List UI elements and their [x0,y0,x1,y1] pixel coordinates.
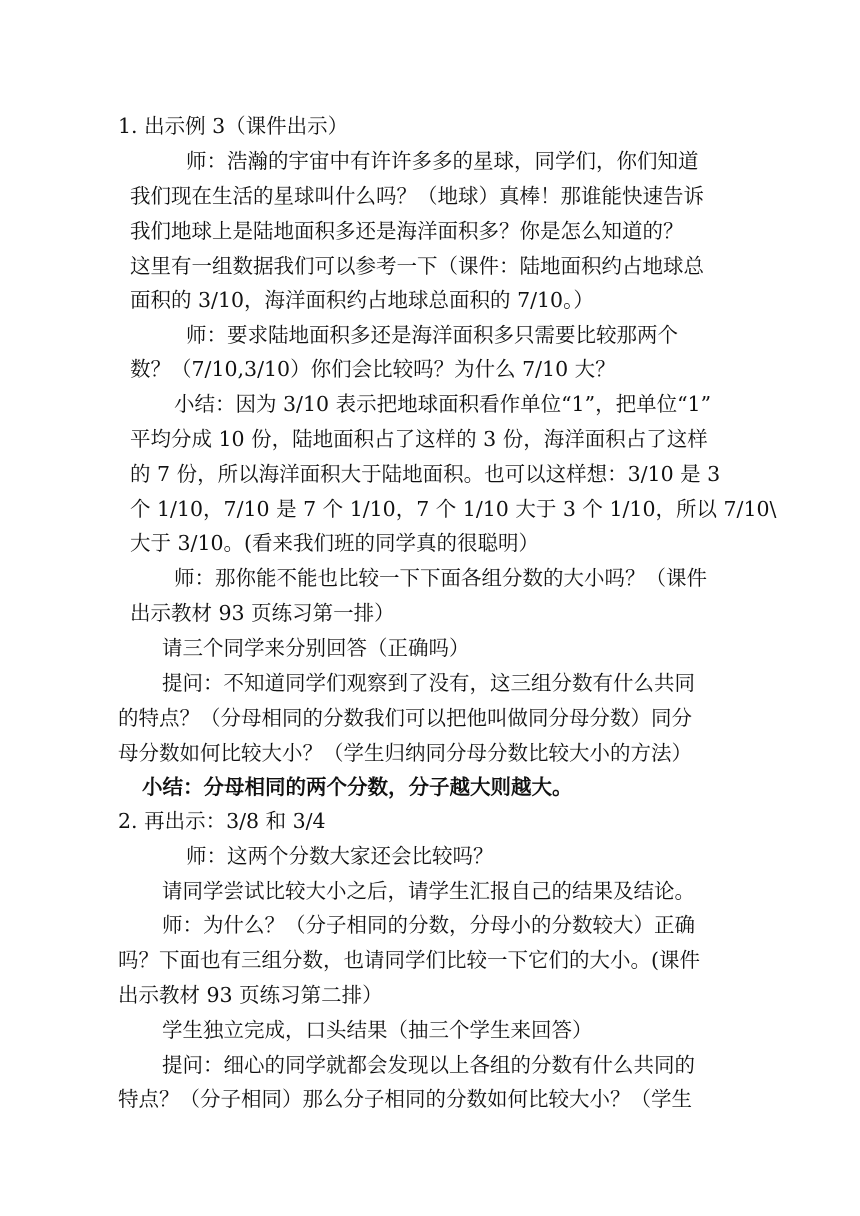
paragraph-line: 师：为什么？（分子相同的分数，分母小的分数较大）正确 [162,913,695,937]
paragraph-line: 的 7 份，所以海洋面积大于陆地面积。也可以这样想：3/10 是 3 [130,462,721,486]
paragraph-line: 师：要求陆地面积多还是海洋面积多只需要比较那两个 [186,323,678,347]
paragraph-line: 请三个同学来分别回答（正确吗） [162,636,470,660]
bold-summary: 小结：分母相同的两个分数，分子越大则越大。 [142,775,573,799]
paragraph-line: 我们地球上是陆地面积多还是海洋面积多？你是怎么知道的？ [130,219,684,243]
paragraph-line: 吗？下面也有三组分数，也请同学们比较一下它们的大小。(课件 [118,948,700,972]
paragraph-line: 个 1/10，7/10 是 7 个 1/10，7 个 1/10 大于 3 个 1/10，所以 7/10\ [130,497,777,521]
paragraph-line: 师：这两个分数大家还会比较吗？ [186,844,494,868]
paragraph-line: 出示教材 93 页练习第一排） [130,601,395,625]
paragraph-line: 学生独立完成，口头结果（抽三个学生来回答） [162,1018,593,1042]
paragraph-line: 出示教材 93 页练习第二排） [118,983,383,1007]
paragraph-line: 师：浩瀚的宇宙中有许许多多的星球，同学们，你们知道 [186,149,699,173]
paragraph-line: 数？（7/10,3/10）你们会比较吗？为什么 7/10 大？ [130,357,616,381]
paragraph-line: 请同学尝试比较大小之后，请学生汇报自己的结果及结论。 [162,879,695,903]
paragraph-line: 平均分成 10 份，陆地面积占了这样的 3 份，海洋面积占了这样 [130,427,708,451]
paragraph-line: 提问：不知道同学们观察到了没有，这三组分数有什么共同 [162,671,695,695]
paragraph-line: 大于 3/10。(看来我们班的同学真的很聪明） [130,531,540,555]
paragraph-line: 提问：细心的同学就都会发现以上各组的分数有什么共同的 [162,1053,695,1077]
paragraph-line: 母分数如何比较大小？（学生归纳同分母分数比较大小的方法） [118,741,692,765]
item-1-heading: 1. 出示例 3（课件出示） [118,114,349,138]
item-2-heading: 2. 再出示：3/8 和 3/4 [118,809,326,833]
paragraph-line: 面积的 3/10，海洋面积约占地球总面积的 7/10。） [130,288,594,312]
summary-line: 小结：因为 3/10 表示把地球面积看作单位“1”，把单位“1” [174,392,712,416]
paragraph-line: 师：那你能不能也比较一下下面各组分数的大小吗？（课件 [174,566,707,590]
paragraph-line: 特点？（分子相同）那么分子相同的分数如何比较大小？（学生 [118,1087,692,1111]
paragraph-line: 的特点？（分母相同的分数我们可以把他叫做同分母分数）同分 [118,706,692,730]
paragraph-line: 我们现在生活的星球叫什么吗？（地球）真棒！那谁能快速告诉 [130,184,704,208]
paragraph-line: 这里有一组数据我们可以参考一下（课件：陆地面积约占地球总 [130,254,704,278]
